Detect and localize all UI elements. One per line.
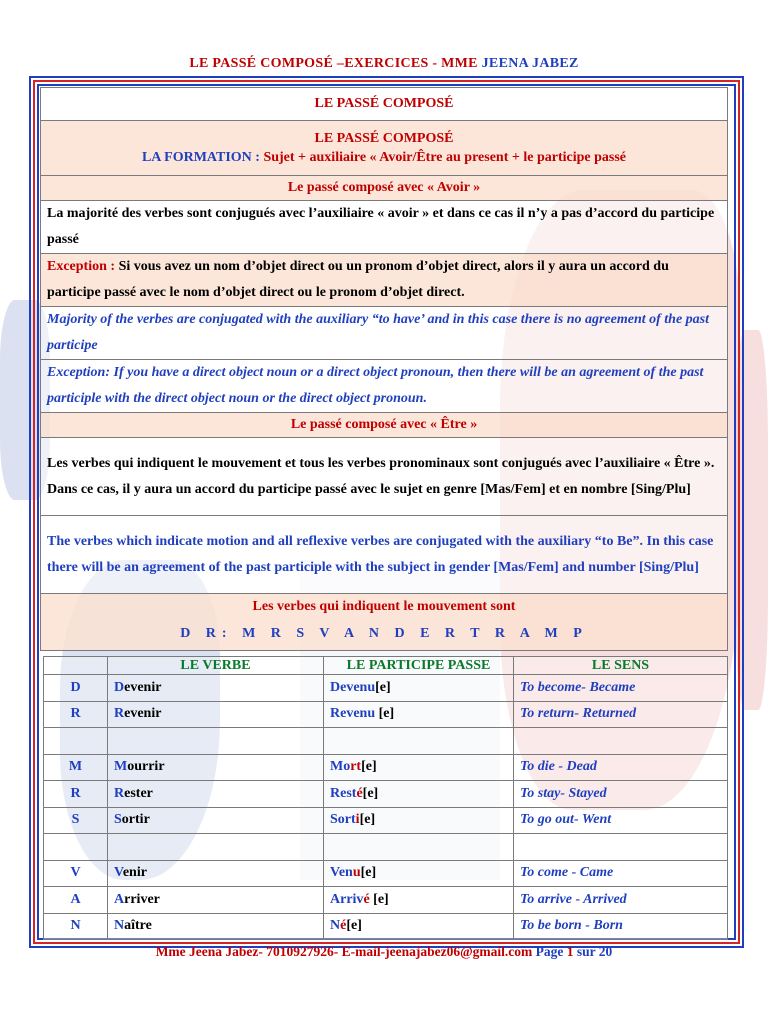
- avoir-heading: Le passé composé avec « Avoir »: [41, 176, 728, 201]
- row-letter: N: [44, 913, 108, 940]
- verb-rest: rriver: [124, 891, 160, 907]
- pp-agreement: [e]: [375, 679, 391, 695]
- row-meaning: To be born - Born: [514, 913, 728, 940]
- row-letter: D: [44, 675, 108, 702]
- row-past-participle: [324, 860, 514, 887]
- table-row: [44, 701, 728, 728]
- pp-stem: Arriv: [330, 891, 364, 907]
- formation-rule: [47, 148, 721, 168]
- exception-english: Exception: If you have a direct object noun or a direct object pronoun, then there will be an agreement of the past participle with the direct object noun or the direct object pronoun.: [41, 360, 728, 413]
- row-past-participle: [324, 701, 514, 728]
- verb-initial: R: [114, 706, 125, 722]
- header-meaning: LE SENS: [514, 657, 728, 675]
- pp-stem: Devenu: [330, 679, 376, 695]
- avoir-exception: [41, 254, 728, 307]
- row-past-participle: [324, 887, 514, 914]
- footer: [0, 944, 768, 960]
- verb-rest: evenir: [124, 679, 162, 695]
- pp-ending: é: [340, 918, 347, 934]
- row-letter: R: [44, 701, 108, 728]
- formation-cell: [41, 121, 728, 176]
- row-meaning: To go out- Went: [514, 807, 728, 834]
- movement-cell: [41, 594, 728, 651]
- pp-stem: Ven: [330, 865, 353, 881]
- row-letter: M: [44, 754, 108, 781]
- row-verb: [108, 728, 324, 755]
- pp-stem: N: [330, 918, 341, 934]
- row-past-participle: [324, 754, 514, 781]
- row-verb: [108, 860, 324, 887]
- pp-agreement: [e]: [362, 785, 379, 801]
- header-past-participle: LE PARTICIPE PASSE: [324, 657, 514, 675]
- pp-ending: u: [352, 865, 361, 881]
- movement-heading: Les verbes qui indiquent le mouvement sont: [252, 599, 516, 614]
- verb-initial: D: [114, 679, 125, 695]
- verb-rest: ortir: [121, 812, 150, 828]
- formation-title: LE PASSÉ COMPOSÉ: [314, 131, 454, 146]
- table-row: [44, 913, 728, 940]
- row-past-participle: [324, 834, 514, 861]
- pp-agreement: [e]: [360, 865, 377, 881]
- pp-ending: i: [355, 812, 360, 828]
- row-letter: [44, 834, 108, 861]
- row-letter: [44, 728, 108, 755]
- pp-agreement: [e]: [346, 918, 362, 934]
- verb-initial: A: [114, 891, 125, 907]
- table-row: [44, 860, 728, 887]
- row-past-participle: [324, 913, 514, 940]
- row-past-participle: [324, 807, 514, 834]
- pp-agreement: [e]: [375, 706, 395, 722]
- verb-rest: enir: [122, 865, 147, 881]
- table-row: [44, 675, 728, 702]
- mnemonic: D R: M R S V A N D E R T R A M P: [180, 626, 588, 641]
- footer-contact: Mme Jeena Jabez- 7010927926- E-mail-jeenajabez06@gmail.com: [155, 944, 533, 959]
- formation-label: LA FORMATION :: [141, 150, 264, 165]
- avoir-text: La majorité des verbes sont conjugués avec l’auxiliaire « avoir » et dans ce cas il n’y a pas d’accord du participe passé: [41, 201, 728, 254]
- row-letter: V: [44, 860, 108, 887]
- row-letter: A: [44, 887, 108, 914]
- pp-stem: Sort: [330, 812, 356, 828]
- row-verb: [108, 701, 324, 728]
- row-meaning: To return- Returned: [514, 701, 728, 728]
- row-verb: [108, 781, 324, 808]
- verb-rest: aître: [124, 918, 152, 934]
- table-row: [44, 807, 728, 834]
- verb-initial: V: [114, 865, 123, 881]
- footer-page-total: sur 20: [573, 944, 613, 959]
- verb-rest: ester: [124, 785, 153, 801]
- etre-english: The verbes which indicate motion and all reflexive verbes are conjugated with the auxiliary “to Be”. In this case there will be an agreement of the past participle with the subject in gender [Mas/Fem] and number [Sing/Plu]: [41, 516, 728, 594]
- page-title-main: LE PASSÉ COMPOSÉ –EXERCICES - MME: [189, 56, 482, 71]
- lesson-title: [41, 88, 728, 121]
- pp-stem: Mo: [330, 759, 351, 775]
- table-row: [44, 728, 728, 755]
- row-meaning: To come - Came: [514, 860, 728, 887]
- row-verb: [108, 913, 324, 940]
- verbs-table: [43, 656, 728, 940]
- exception-text: Si vous avez un nom d’objet direct ou un pronom d’objet direct, alors il y aura un accord du participe passé avec le nom d’objet direct ou le pronom d’objet direct.: [47, 259, 669, 300]
- pp-ending: rt: [350, 759, 362, 775]
- row-letter: R: [44, 781, 108, 808]
- page-title: [0, 56, 768, 72]
- row-verb: [108, 675, 324, 702]
- verb-initial: M: [114, 759, 128, 775]
- verb-rest: ourrir: [127, 759, 165, 775]
- row-meaning: To stay- Stayed: [514, 781, 728, 808]
- pp-stem: Revenu: [330, 706, 376, 722]
- row-meaning: To arrive - Arrived: [514, 887, 728, 914]
- row-verb: [108, 887, 324, 914]
- formation-rule-text: Sujet + auxiliaire « Avoir/Être au present + le participe passé: [263, 150, 627, 165]
- row-verb: [108, 807, 324, 834]
- footer-page-number: 1: [566, 944, 574, 959]
- row-past-participle: [324, 781, 514, 808]
- pp-agreement: [e]: [369, 891, 389, 907]
- page-title-author: JEENA JABEZ: [481, 56, 579, 71]
- row-verb: [108, 834, 324, 861]
- table-row: [44, 754, 728, 781]
- header-verb: LE VERBE: [108, 657, 324, 675]
- table-row: [44, 781, 728, 808]
- verb-initial: S: [114, 812, 122, 828]
- verb-initial: N: [114, 918, 125, 934]
- table-row: [44, 887, 728, 914]
- etre-text: Les verbes qui indiquent le mouvement et tous les verbes pronominaux sont conjugués avec l’auxiliaire « Être ». Dans ce cas, il y aura un accord du participe passé avec le sujet en genre [Mas/Fem] et en nombre [Sing/Plu]: [41, 438, 728, 516]
- pp-ending: é: [356, 785, 363, 801]
- footer-page: [536, 944, 613, 959]
- lesson-table: [40, 87, 728, 651]
- pp-agreement: [e]: [359, 812, 376, 828]
- lesson-title-text: LE PASSÉ COMPOSÉ: [314, 96, 454, 111]
- row-meaning: [514, 834, 728, 861]
- verb-rest: evenir: [124, 706, 162, 722]
- pp-agreement: [e]: [361, 759, 377, 775]
- verbs-header-row: [44, 657, 728, 675]
- etre-heading: Le passé composé avec « Être »: [41, 413, 728, 438]
- row-letter: S: [44, 807, 108, 834]
- row-meaning: [514, 728, 728, 755]
- avoir-english: Majority of the verbes are conjugated with the auxiliary “to have’ and in this case there is no agreement of the past participe: [41, 307, 728, 360]
- table-row: [44, 834, 728, 861]
- row-past-participle: [324, 728, 514, 755]
- header-letter: [44, 657, 108, 675]
- verb-initial: R: [114, 785, 125, 801]
- row-past-participle: [324, 675, 514, 702]
- row-meaning: To become- Became: [514, 675, 728, 702]
- footer-page-label: Page: [535, 944, 567, 959]
- exception-label: Exception :: [47, 259, 119, 274]
- row-meaning: To die - Dead: [514, 754, 728, 781]
- row-verb: [108, 754, 324, 781]
- pp-ending: é: [363, 891, 370, 907]
- pp-stem: Rest: [330, 785, 357, 801]
